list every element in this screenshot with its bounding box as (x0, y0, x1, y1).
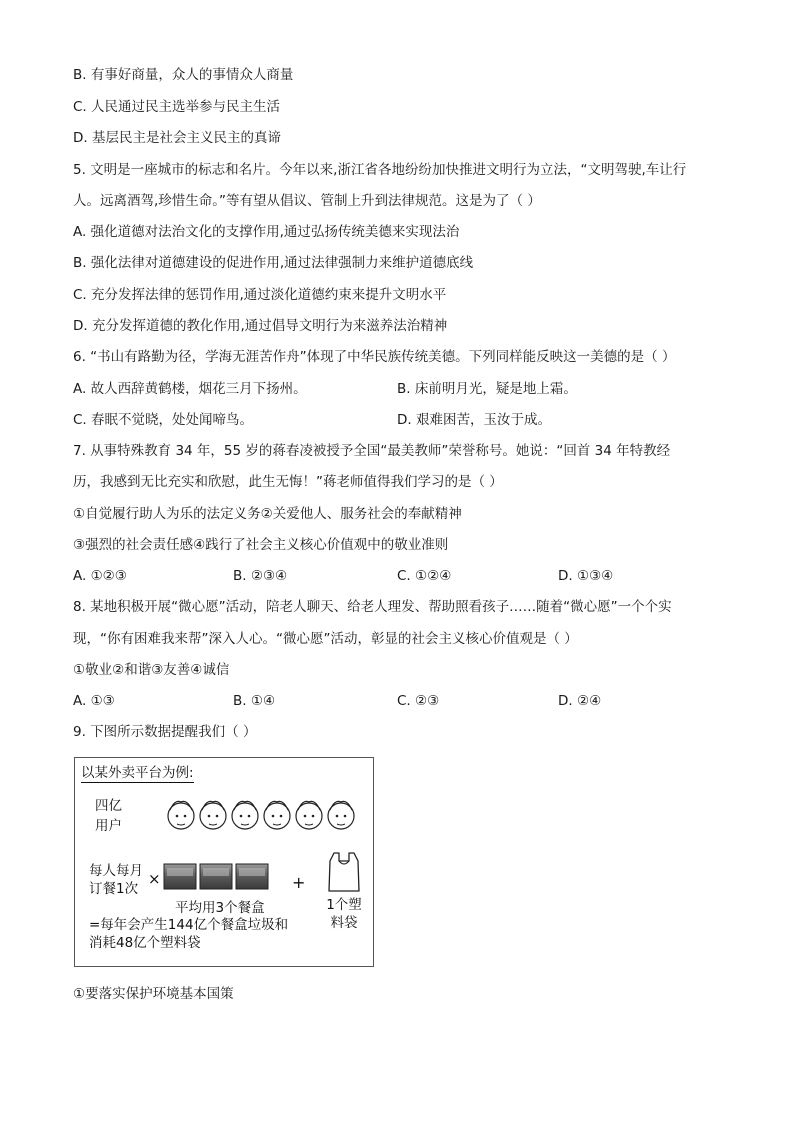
q7-items-line2: ③强烈的社会责任感④践行了社会主义核心价值观中的敬业准则 (73, 537, 449, 553)
figure-title: 以某外卖平台为例: (81, 761, 194, 783)
q8-items: ①敬业②和谐③友善④诚信 (73, 662, 230, 678)
bag-caption (323, 896, 365, 932)
order-label-line2: 订餐1次 (89, 881, 139, 897)
order-label (89, 862, 143, 898)
q8-stem-line1: 8. 某地积极开展“微心愿”活动，陪老人聊天、给老人理发、帮助照看孩子……随着“微心愿”一个个实 (73, 599, 672, 615)
q5-stem-line2: 人。远离酒驾,珍惜生命。”等有望从倡议、管制上升到法律规范。这是为了（ ） (73, 193, 541, 209)
result-line2: 消耗48亿个塑料袋 (89, 935, 201, 951)
plus-sign: + (292, 873, 306, 892)
q8-option-a: A. ①③ (73, 693, 115, 709)
q9-stem: 9. 下图所示数据提醒我们（ ） (73, 724, 257, 740)
face-icon (328, 801, 354, 829)
meal-box-icon (164, 864, 196, 889)
q9-figure (74, 757, 374, 967)
q7-stem-line2: 历，我感到无比充实和欣慰，此生无悔！”蒋老师值得我们学习的是（ ） (73, 474, 503, 490)
q5-stem-line1: 5. 文明是一座城市的标志和名片。今年以来,浙江省各地纷纷加快推进文明行为立法，“文明驾驶,车让行 (73, 162, 687, 178)
q5-option-b: B. 强化法律对道德建设的促进作用,通过法律强制力来维护道德底线 (73, 255, 474, 271)
q6-stem: 6. “书山有路勤为径，学海无涯苦作舟”体现了中华民族传统美德。下列同样能反映这一美德的是（ ） (73, 349, 676, 365)
q8-option-c: C. ②③ (397, 693, 440, 709)
q8-option-b: B. ①④ (233, 693, 276, 709)
meal-boxes-illustration (163, 862, 269, 892)
q7-items-line1: ①自觉履行助人为乐的法定义务②关爱他人、服务社会的奉献精神 (73, 506, 462, 522)
q9-item1: ①要落实保护环境基本国策 (73, 986, 234, 1002)
q7-stem-line1: 7. 从事特殊教育 34 年，55 岁的蒋春凌被授予全国“最美教师”荣誉称号。她说：“回首 34 年特教经 (73, 443, 671, 459)
q6-option-d: D. 艰难困苦，玉汝于成。 (397, 412, 551, 428)
q4-option-b: B. 有事好商量，众人的事情众人商量 (73, 67, 294, 83)
times-sign: × (148, 870, 161, 888)
plastic-bag-icon (326, 849, 362, 893)
bag-caption-line2: 料袋 (330, 915, 358, 931)
q4-option-c: C. 人民通过民主选举参与民主生活 (73, 99, 281, 115)
q5-option-c: C. 充分发挥法律的惩罚作用,通过淡化道德约束来提升文明水平 (73, 287, 447, 303)
result-text (89, 916, 288, 952)
q8-option-d: D. ②④ (558, 693, 602, 709)
q4-option-d: D. 基层民主是社会主义民主的真谛 (73, 130, 281, 146)
q6-option-a: A. 故人西辞黄鹤楼，烟花三月下扬州。 (73, 381, 307, 397)
q5-option-d: D. 充分发挥道德的教化作用,通过倡导文明行为来滋养法治精神 (73, 318, 448, 334)
users-label-line2: 用户 (95, 818, 122, 834)
q7-option-a: A. ①②③ (73, 568, 127, 584)
users-label-line1: 四亿 (95, 798, 122, 814)
result-line1: =每年会产生144亿个餐盒垃圾和 (89, 917, 289, 933)
meal-box-icon (236, 864, 268, 889)
user-faces-illustration (167, 796, 367, 836)
q6-option-b: B. 床前明月光，疑是地上霜。 (397, 381, 577, 397)
q7-option-d: D. ①③④ (558, 568, 614, 584)
face-icon (296, 801, 322, 829)
order-label-line1: 每人每月 (89, 863, 143, 879)
face-icon (168, 801, 194, 829)
q7-option-b: B. ②③④ (233, 568, 288, 584)
face-icon (232, 801, 258, 829)
meal-box-icon (200, 864, 232, 889)
boxes-caption: 平均用3个餐盒 (175, 900, 265, 916)
users-label (95, 796, 122, 836)
q5-option-a: A. 强化道德对法治文化的支撑作用,通过弘扬传统美德来实现法治 (73, 224, 460, 240)
bag-caption-line1: 1个塑 (326, 897, 362, 913)
q7-option-c: C. ①②④ (397, 568, 452, 584)
face-icon (264, 801, 290, 829)
q6-option-c: C. 春眠不觉晓，处处闻啼鸟。 (73, 412, 254, 428)
face-icon (200, 801, 226, 829)
q8-stem-line2: 现，“你有困难我来帮”深入人心。“微心愿”活动，彰显的社会主义核心价值观是（ ） (73, 631, 578, 647)
